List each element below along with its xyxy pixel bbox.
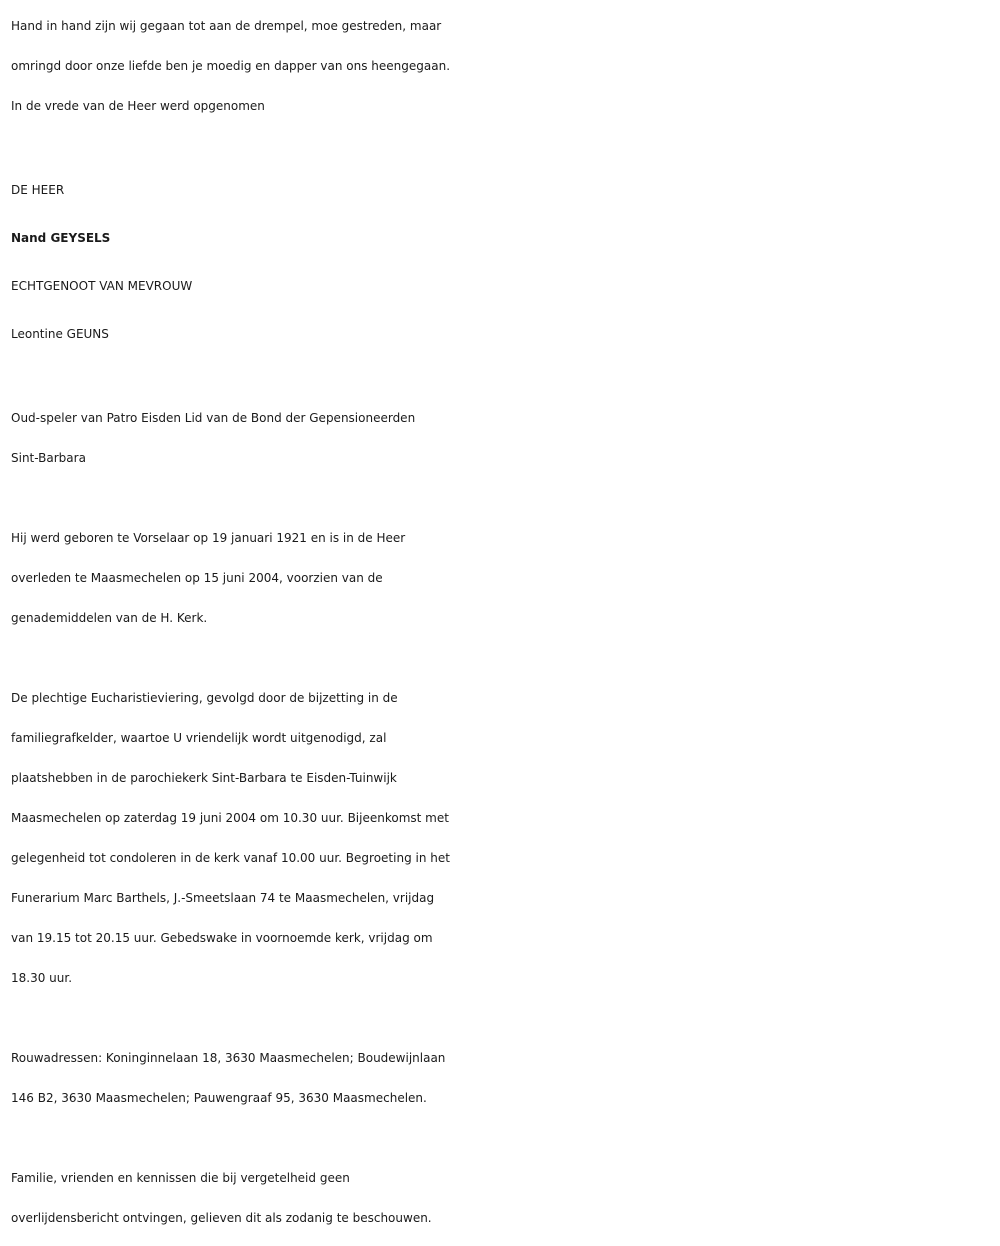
text-line: omringd door onze liefde ben je moedig en dapper van ons heengegaan. — [11, 59, 451, 73]
text-line: Rouwadressen: Koninginnelaan 18, 3630 Maasmechelen; Boudewijnlaan — [11, 1051, 446, 1065]
text-line: Hij werd geboren te Vorselaar op 19 januari 1921 en is in de Heer — [11, 531, 406, 545]
paragraph-spacer — [11, 1118, 991, 1158]
text-line: gelegenheid tot condoleren in de kerk vanaf 10.00 uur. Begroeting in het — [11, 851, 450, 865]
spouse-label: ECHTGENOOT VAN MEVROUW — [11, 279, 193, 293]
paragraph-spacer — [11, 126, 991, 166]
closing-paragraph — [11, 1158, 991, 1238]
text-line: Familie, vrienden en kennissen die bij vergetelheid geen — [11, 1171, 350, 1185]
text-line: overlijdensbericht ontvingen, gelieven dit als zodanig te beschouwen. — [11, 1211, 432, 1225]
addresses-paragraph — [11, 1038, 991, 1118]
text-line: Hand in hand zijn wij gegaan tot aan de drempel, moe gestreden, maar — [11, 19, 442, 33]
text-line: 18.30 uur. — [11, 971, 73, 985]
deceased-name: Nand GEYSELS — [11, 231, 111, 245]
intro-paragraph — [11, 6, 991, 126]
paragraph-spacer — [11, 998, 991, 1038]
text-line: genademiddelen van de H. Kerk. — [11, 611, 208, 625]
text-line: familiegrafkelder, waartoe U vriendelijk wordt uitgenodigd, zal — [11, 731, 387, 745]
text-line: van 19.15 tot 20.15 uur. Gebedswake in voornoemde kerk, vrijdag om — [11, 931, 433, 945]
text-line: Sint-Barbara — [11, 451, 86, 465]
ceremony-paragraph — [11, 678, 991, 998]
text-line: overleden te Maasmechelen op 15 juni 2004, voorzien van de — [11, 571, 383, 585]
text-line: In de vrede van de Heer werd opgenomen — [11, 99, 265, 113]
text-line: Funerarium Marc Barthels, J.-Smeetslaan 74 te Maasmechelen, vrijdag — [11, 891, 435, 905]
text-line: plaatshebben in de parochiekerk Sint-Barbara te Eisden-Tuinwijk — [11, 771, 397, 785]
paragraph-spacer — [11, 478, 991, 518]
text-line: Oud-speler van Patro Eisden Lid van de Bond der Gepensioneerden — [11, 411, 416, 425]
text-line: De plechtige Eucharistieviering, gevolgd door de bijzetting in de — [11, 691, 398, 705]
deceased-title: DE HEER — [11, 183, 65, 197]
text-line: Maasmechelen op zaterdag 19 juni 2004 om 10.30 uur. Bijeenkomst met — [11, 811, 449, 825]
affiliation-paragraph — [11, 398, 991, 478]
obituary-document — [11, 6, 991, 1238]
paragraph-spacer — [11, 638, 991, 678]
paragraph-spacer — [11, 358, 991, 398]
deceased-block — [11, 166, 991, 358]
spouse-name: Leontine GEUNS — [11, 327, 109, 341]
life-paragraph — [11, 518, 991, 638]
text-line: 146 B2, 3630 Maasmechelen; Pauwengraaf 95, 3630 Maasmechelen. — [11, 1091, 427, 1105]
